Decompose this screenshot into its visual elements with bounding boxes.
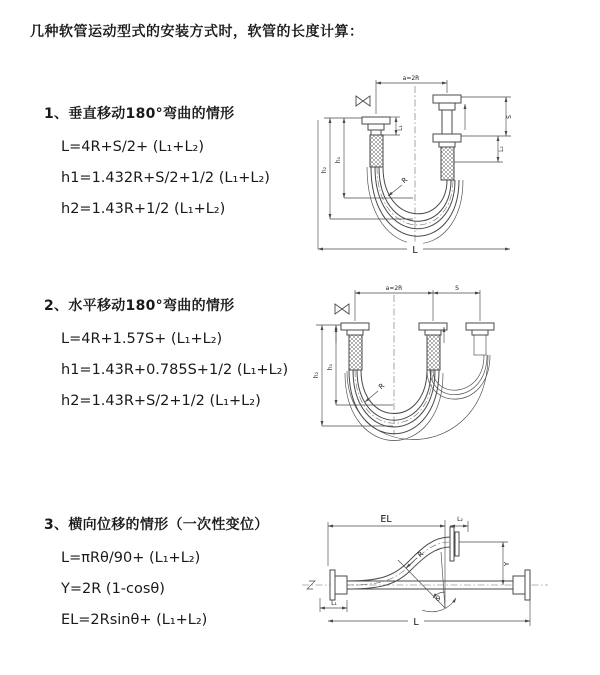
dim-length (328, 598, 530, 628)
dim-label-h1: h₁ (327, 363, 334, 371)
section-1-heading: 1、垂直移动180°弯曲的情形 (44, 106, 235, 122)
formula-length: L=4R+1.57S+ (L₁+L₂) (61, 331, 223, 347)
dim-top-width (355, 285, 480, 321)
formula-length: L=4R+S/2+ (L₁+L₂) (61, 139, 204, 155)
formula-h2: h2=1.43R+1/2 (L₁+L₂) (61, 201, 226, 217)
formula-length: L=πRθ/90+ (L₁+L₂) (61, 550, 201, 566)
diagram-lateral-displacement (298, 502, 560, 662)
dim-label-h2: h₂ (321, 166, 328, 174)
radius-label: R (377, 381, 387, 392)
upper-flange-displaced (450, 527, 459, 561)
hose-displaced-position (347, 355, 490, 440)
formula-el: EL=2Rsinθ+ (L₁+L₂) (61, 612, 208, 628)
length-label: L (413, 617, 419, 628)
formula-offset: Y=2R (1-cosθ) (61, 581, 165, 597)
radius-label: R (400, 175, 410, 186)
radius-label: R (416, 549, 426, 560)
valve-icon (356, 96, 370, 106)
page-title: 几种软管运动型式的安装方式时，软管的长度计算： (30, 24, 364, 40)
dim-label-y: Y (503, 561, 511, 567)
dim-stroke-s (433, 285, 480, 293)
left-pipe-fitting (362, 117, 390, 167)
section-3-heading: 3、横向位移的情形（一次性变位） (44, 517, 269, 533)
dim-label-h2: h₂ (313, 371, 320, 379)
dim-offset-y (459, 542, 511, 585)
dim-label-l2: L₂ (498, 146, 505, 152)
left-pipe-fitting (341, 323, 369, 370)
center-pipe-fitting (419, 323, 447, 370)
left-flange (330, 570, 347, 600)
right-flange-original (513, 570, 530, 600)
radius-leader (388, 176, 409, 196)
dim-label-l2: L₂ (457, 516, 463, 523)
dim-fitting-right (454, 136, 505, 162)
formula-h1: h1=1.43R+0.785S+1/2 (L₁+L₂) (61, 362, 289, 378)
dim-label-l1: L₁ (397, 125, 404, 131)
length-label: L (412, 245, 418, 256)
right-pipe-fitting-displaced (466, 323, 494, 355)
dim-label-a2r: a=2R (402, 75, 420, 82)
dim-label-el: EL (380, 514, 392, 525)
dim-extended-length (328, 514, 445, 566)
dim-label-a2r: a=2R (385, 285, 403, 292)
section-2-heading: 2、水平移动180°弯曲的情形 (44, 298, 235, 314)
section-horizontal-bend (44, 295, 288, 417)
valve-icon (335, 304, 349, 314)
section-vertical-bend (44, 103, 270, 225)
dim-label-s: S (506, 115, 513, 119)
angle-label: θ (435, 595, 441, 603)
dim-fitting-left (320, 598, 347, 612)
diagram-vertical-180-bend (310, 72, 528, 262)
dim-label-s: S (455, 285, 459, 292)
formula-h1: h1=1.432R+S/2+1/2 (L₁+L₂) (61, 170, 270, 186)
radius-leader (365, 382, 386, 402)
section-lateral-displacement (44, 514, 269, 636)
diagram-horizontal-180-bend (308, 283, 536, 461)
formula-h2: h2=1.43R+S/2+1/2 (L₁+L₂) (61, 393, 261, 409)
angle-construction (398, 520, 456, 612)
dim-label-h1: h₁ (335, 156, 342, 164)
dim-label-l1: L₁ (331, 600, 337, 607)
dim-stroke-s (461, 97, 513, 136)
right-pipe-fitting (433, 95, 461, 180)
